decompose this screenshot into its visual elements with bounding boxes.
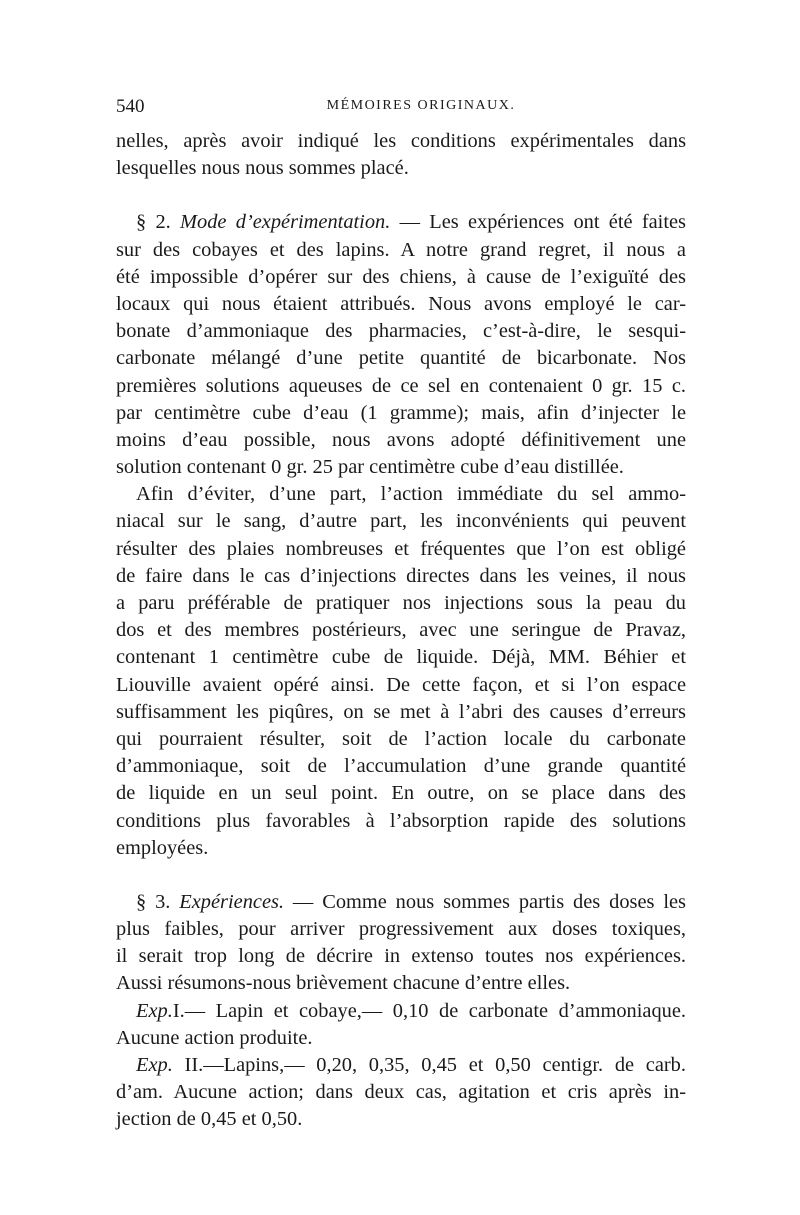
text-line: Aussi résumons-nous brièvement chacune d’entre elles.	[116, 972, 571, 995]
text-line: résulter des plaies nombreuses et fréquentes que l’on est obligé	[116, 537, 686, 560]
text-line: nelles, après avoir indiqué les conditions expérimentales dans	[116, 130, 686, 152]
text-line: Aucune action produite.	[116, 1026, 313, 1049]
experiment-number: II.	[184, 1054, 204, 1076]
text-line: d’am. Aucune action; dans deux cas, agitation et cris après in-	[116, 1081, 686, 1104]
text-fragment: — Lapin et cobaye,— 0,10 de carbonate d’ammoniaque.	[184, 999, 686, 1022]
text-line: solution contenant 0 gr. 25 par centimètre cube d’eau distillée.	[116, 456, 624, 479]
text-line: moins d’eau possible, nous avons adopté définitivement une	[116, 428, 686, 451]
text-line: a paru préférable de pratiquer nos injections sous la peau du	[116, 592, 686, 614]
text-line: Liouville avaient opéré ainsi. De cette façon, et si l’on espace	[116, 673, 686, 696]
section-title: Mode d’expérimentation.	[180, 211, 391, 234]
text-line: par centimètre cube d’eau (1 gramme); mais, afin d’injecter le	[116, 401, 686, 424]
text-line: bonate d’ammoniaque des pharmacies, c’est-à-dire, le sesqui-	[116, 320, 686, 343]
section-heading-line	[116, 889, 686, 916]
text-line: été impossible d’opérer sur des chiens, à cause de l’exiguïté des	[116, 265, 686, 288]
paragraph-continuation	[116, 128, 686, 182]
page-body	[116, 128, 686, 1134]
paragraph	[116, 481, 686, 862]
text-line: lesquelles nous nous sommes placé.	[116, 157, 409, 180]
text-fragment: —Lapins,— 0,20, 0,35, 0,45 et 0,50 centigr. de carb.	[203, 1054, 686, 1076]
section-3-paragraph	[116, 889, 686, 998]
text-line: plus faibles, pour arriver progressivement aux doses toxiques,	[116, 918, 686, 941]
text-line: employées.	[116, 836, 209, 859]
text-fragment: — Les expériences ont été faites	[390, 211, 686, 234]
text-line: Afin d’éviter, d’une part, l’action immédiate du sel ammo-	[136, 483, 686, 506]
text-line: de faire dans le cas d’injections directes dans les veines, il nous	[116, 564, 686, 587]
text-line: jection de 0,45 et 0,50.	[116, 1108, 303, 1131]
text-line: niacal sur le sang, d’autre part, les inconvénients qui peuvent	[116, 510, 686, 533]
page-number: 540	[116, 96, 145, 117]
experiment-line	[116, 1052, 686, 1079]
running-title: MÉMOIRES ORIGINAUX.	[326, 98, 516, 113]
text-line: d’ammoniaque, soit de l’accumulation d’une grande quantité	[116, 755, 686, 778]
text-line: il serait trop long de décrire in extenso toutes nos expériences.	[116, 945, 686, 968]
text-line: qui pourraient résulter, soit de l’action locale du carbonate	[116, 727, 686, 750]
text-line: locaux qui nous étaient attribués. Nous avons employé le car-	[116, 292, 686, 315]
text-line: premières solutions aqueuses de ce sel en contenaient 0 gr. 15 c.	[116, 374, 686, 397]
section-heading-line	[116, 209, 686, 236]
experiment-line	[116, 998, 686, 1025]
experiment-label: Exp.	[136, 1054, 173, 1076]
section-number: § 2.	[136, 211, 171, 234]
text-line: sur des cobayes et des lapins. A notre grand regret, il nous a	[116, 238, 686, 261]
experiment-number: I.	[172, 999, 185, 1022]
text-line: suffisamment les piqûres, on se met à l’abri des causes d’erreurs	[116, 700, 686, 723]
section-number: § 3.	[136, 890, 171, 913]
experiment-2	[116, 1052, 686, 1134]
section-title: Expériences.	[179, 890, 285, 913]
text-line: conditions plus favorables à l’absorption rapide des solutions	[116, 809, 686, 832]
text-fragment: — Comme nous sommes partis des doses les	[284, 890, 686, 913]
experiment-label: Exp.	[136, 999, 173, 1022]
text-line: contenant 1 centimètre cube de liquide. Déjà, MM. Béhier et	[116, 646, 686, 669]
text-line: de liquide en un seul point. En outre, on se place dans des	[116, 782, 686, 805]
page-header	[116, 96, 686, 120]
text-line: dos et des membres postérieurs, avec une seringue de Pravaz,	[116, 619, 686, 642]
experiment-1	[116, 998, 686, 1052]
text-line: carbonate mélangé d’une petite quantité de bicarbonate. Nos	[116, 347, 686, 370]
section-2-paragraph	[116, 209, 686, 481]
